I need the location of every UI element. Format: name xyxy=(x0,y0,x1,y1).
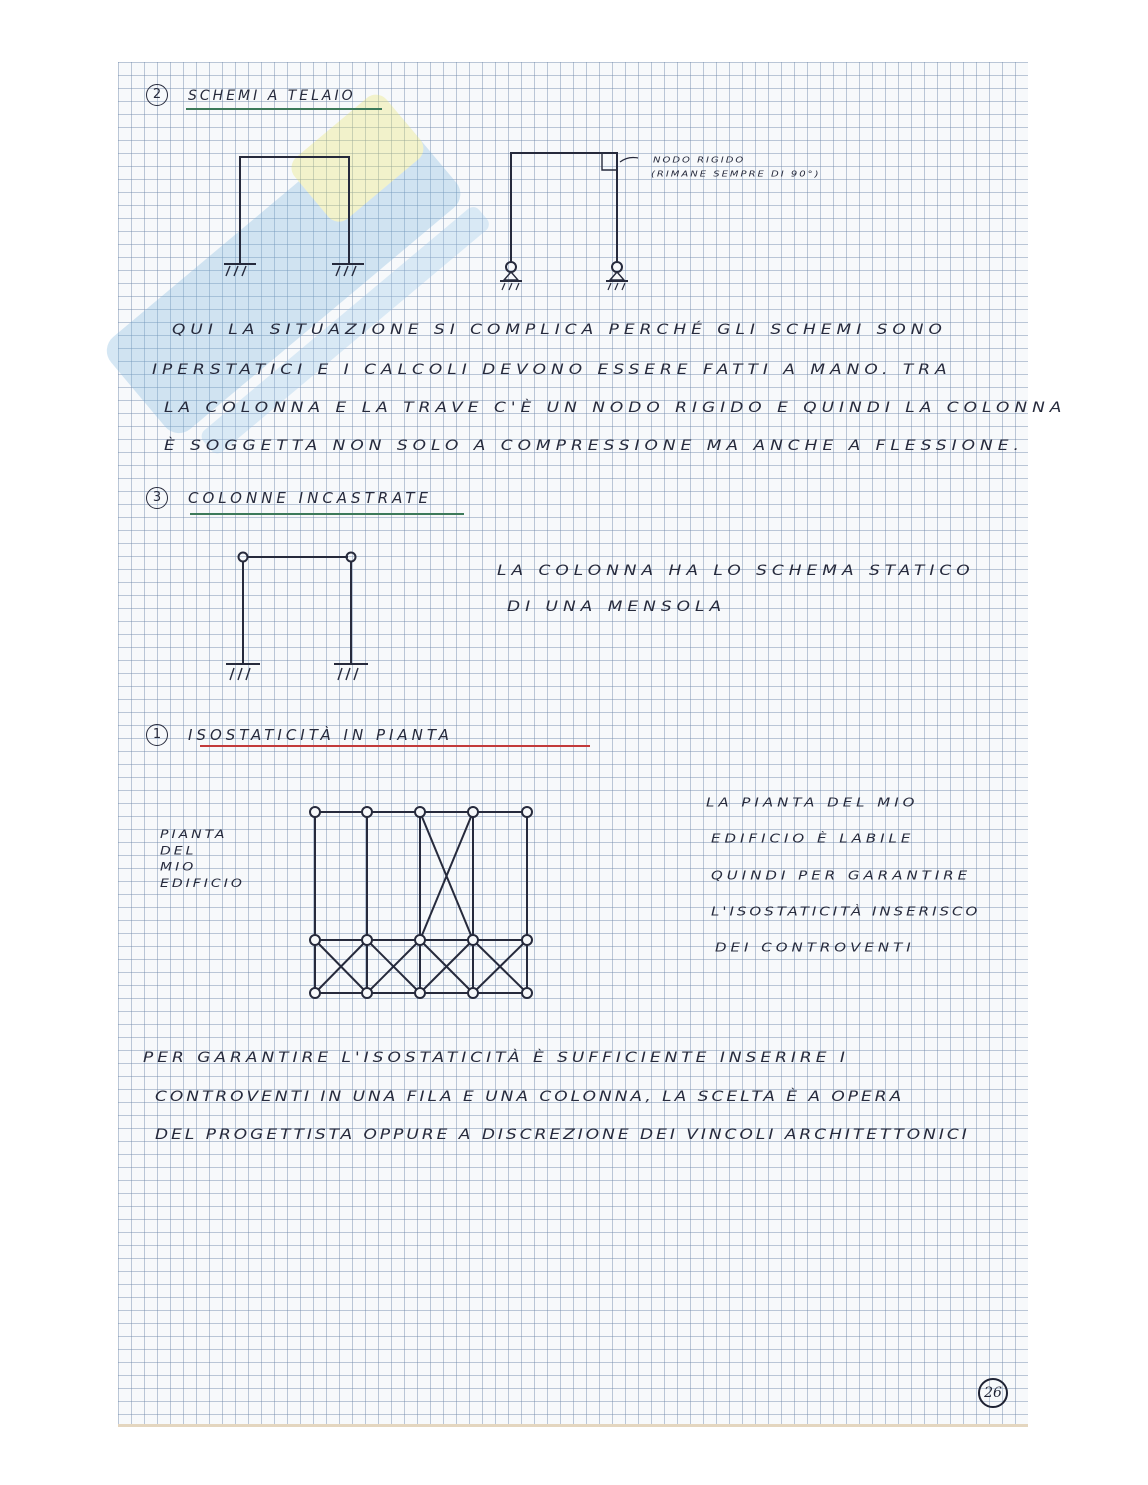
plan-note-line: EDIFICIO È LABILE xyxy=(711,831,915,846)
plan-note-line: LA PIANTA DEL MIO xyxy=(706,795,919,810)
section-1-title: ISOSTATICITÀ IN PIANTA xyxy=(188,726,453,744)
plan-note-line: L'ISOSTATICITÀ INSERISCO xyxy=(711,904,981,919)
plan-note-line: QUINDI PER GARANTIRE xyxy=(711,868,972,883)
section-1-number: 1 xyxy=(146,724,168,746)
page-number: 26 xyxy=(978,1378,1008,1408)
paragraph-line: CONTROVENTI IN UNA FILA E UNA COLONNA, LA SCELTA È A OPERA xyxy=(155,1088,905,1105)
paragraph-line: IPERSTATICI E I CALCOLI DEVONO ESSERE FATTI A MANO. TRA xyxy=(152,361,952,378)
paragraph-line: QUI LA SITUAZIONE SI COMPLICA PERCHÉ GLI SCHEMI SONO xyxy=(172,321,947,338)
plan-note-line: DEI CONTROVENTI xyxy=(715,940,915,955)
section-3-text-line: DI UNA MENSOLA xyxy=(507,598,727,615)
paragraph-line: PER GARANTIRE L'ISOSTATICITÀ È SUFFICIENTE INSERIRE I xyxy=(143,1049,849,1066)
plan-label: PIANTA DEL MIO EDIFICIO xyxy=(160,828,245,891)
section-2-number: 2 xyxy=(146,84,168,106)
section-3-title: COLONNE INCASTRATE xyxy=(188,489,432,507)
note-rigid-node: NODO RIGIDO xyxy=(653,155,746,165)
section-2-title: SCHEMI A TELAIO xyxy=(188,88,356,104)
paragraph-line: DEL PROGETTISTA OPPURE A DISCREZIONE DEI VINCOLI ARCHITETTONICI xyxy=(155,1126,970,1143)
section-3-text-line: LA COLONNA HA LO SCHEMA STATICO xyxy=(497,562,975,579)
paragraph-line: LA COLONNA E LA TRAVE C'È UN NODO RIGIDO E QUINDI LA COLONNA xyxy=(164,399,1067,416)
note-rigid-node-sub: (RIMANE SEMPRE DI 90°) xyxy=(651,169,821,179)
paragraph-line: È SOGGETTA NON SOLO A COMPRESSIONE MA ANCHE A FLESSIONE. xyxy=(164,437,1024,454)
section-3-number: 3 xyxy=(146,487,168,509)
